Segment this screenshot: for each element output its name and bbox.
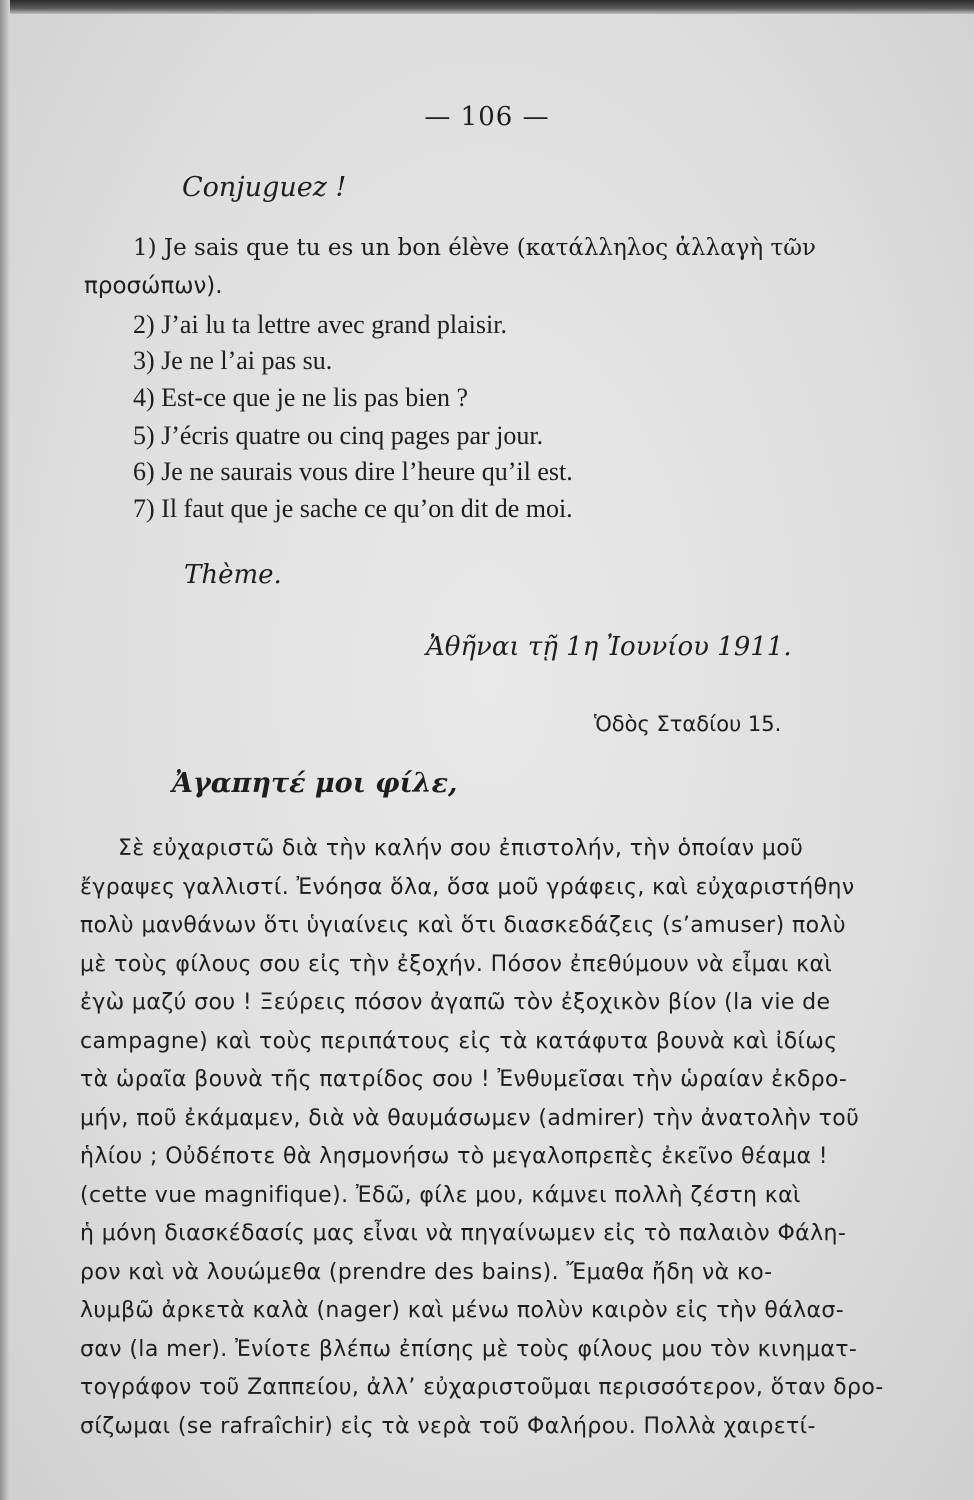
letter-line: (cette vue magnifique). Ἐδῶ, φίλε μου, κάμνει πολλὴ ζέστη καὶ: [80, 1182, 801, 1208]
letter-line: ρον καὶ νὰ λουώμεθα (prendre des bains). Ἔμαθα ἤδη νὰ κο-: [80, 1259, 773, 1285]
letter-line: campagne) καὶ τοὺς περιπάτους εἰς τὰ κατάφυτα βουνὰ καὶ ἰδίως: [80, 1028, 838, 1054]
letter-line: ἡλίου ; Οὐδέποτε θὰ λησμονήσω τὸ μεγαλοπρεπὲς ἐκεῖνο θέαμα !: [80, 1144, 828, 1169]
theme-heading: Thème.: [184, 560, 282, 590]
letter-line: Σὲ εὐχαριστῶ διὰ τὴν καλήν σου ἐπιστολήν, τὴν ὁποίαν μοῦ: [118, 836, 804, 861]
letter-line: ἐγὼ μαζύ σου ! Ξεύρεις πόσον ἀγαπῶ τὸν ἐξοχικὸν βίον (la vie de: [80, 990, 831, 1015]
letter-line: τογράφον τοῦ Ζαππείου, ἀλλ’ εὐχαριστοῦμαι περισσότερον, ὅταν δρο-: [80, 1375, 884, 1400]
letter-line: μὲ τοὺς φίλους σου εἰς τὴν ἐξοχήν. Πόσον ἐπεθύμουν νὰ εἶμαι καὶ: [80, 951, 833, 977]
exercise-line: 6) Je ne saurais vous dire l’heure qu’il est.: [133, 457, 573, 486]
exercise-line: 2) J’ai lu ta lettre avec grand plaisir.: [133, 310, 507, 339]
exercise-line: προσώπων).: [84, 273, 223, 299]
letter-line: μήν, ποῦ ἐκάμαμεν, διὰ νὰ θαυμάσωμεν (admirer) τὴν ἀνατολὴν τοῦ: [80, 1105, 860, 1131]
letter-line: σαν (la mer). Ἐνίοτε βλέπω ἐπίσης μὲ τοὺς φίλους μου τὸν κινηματ-: [80, 1336, 858, 1362]
letter-greeting: Ἀγαπητέ μοι φίλε,: [172, 768, 458, 799]
letter-street: Ὁδὸς Σταδίου 15.: [594, 712, 782, 736]
letter-line: ἡ μόνη διασκέδασίς μας εἶναι νὰ πηγαίνωμεν εἰς τὸ παλαιὸν Φάλη-: [80, 1221, 847, 1246]
letter-line: πολὺ μανθάνων ὅτι ὑγιαίνεις καὶ ὅτι διασκεδάζεις (s’amuser) πολὺ: [80, 913, 846, 938]
exercise-line: 4) Est-ce que je ne lis pas bien ?: [133, 383, 468, 412]
exercise-line: 1) Je sais que tu es un bon élève (κατάλληλος ἀλλαγὴ τῶν: [133, 235, 816, 261]
exercise-line: 5) J’écris quatre ou cinq pages par jour.: [133, 421, 544, 450]
scan-top-edge: [0, 0, 974, 14]
exercise-line: 3) Je ne l’ai pas su.: [133, 346, 333, 375]
exercise-line: 7) Il faut que je sache ce qu’on dit de moi.: [133, 494, 573, 523]
letter-body: [80, 830, 884, 1446]
page-number: — 106 —: [424, 102, 550, 132]
letter-line: τὰ ὡραῖα βουνὰ τῆς πατρίδος σου ! Ἐνθυμεῖσαι τὴν ὡραίαν ἐκδρο-: [80, 1067, 848, 1092]
letter-line: λυμβῶ ἀρκετὰ καλὰ (nager) καὶ μένω πολὺν καιρὸν εἰς τὴν θάλασ-: [80, 1298, 845, 1323]
scan-left-edge: [0, 0, 10, 1500]
letter-line: ἔγραψες γαλλιστί. Ἐνόησα ὅλα, ὅσα μοῦ γράφεις, καὶ εὐχαριστήθην: [80, 874, 855, 900]
letter-line: σίζωμαι (se rafraîchir) εἰς τὰ νερὰ τοῦ Φαλήρου. Πολλὰ χαιρετί-: [80, 1413, 816, 1439]
letter-place-date: Ἀθῆναι τῇ 1η Ἰουνίου 1911.: [426, 632, 792, 662]
conjugate-heading: Conjuguez !: [182, 172, 347, 203]
